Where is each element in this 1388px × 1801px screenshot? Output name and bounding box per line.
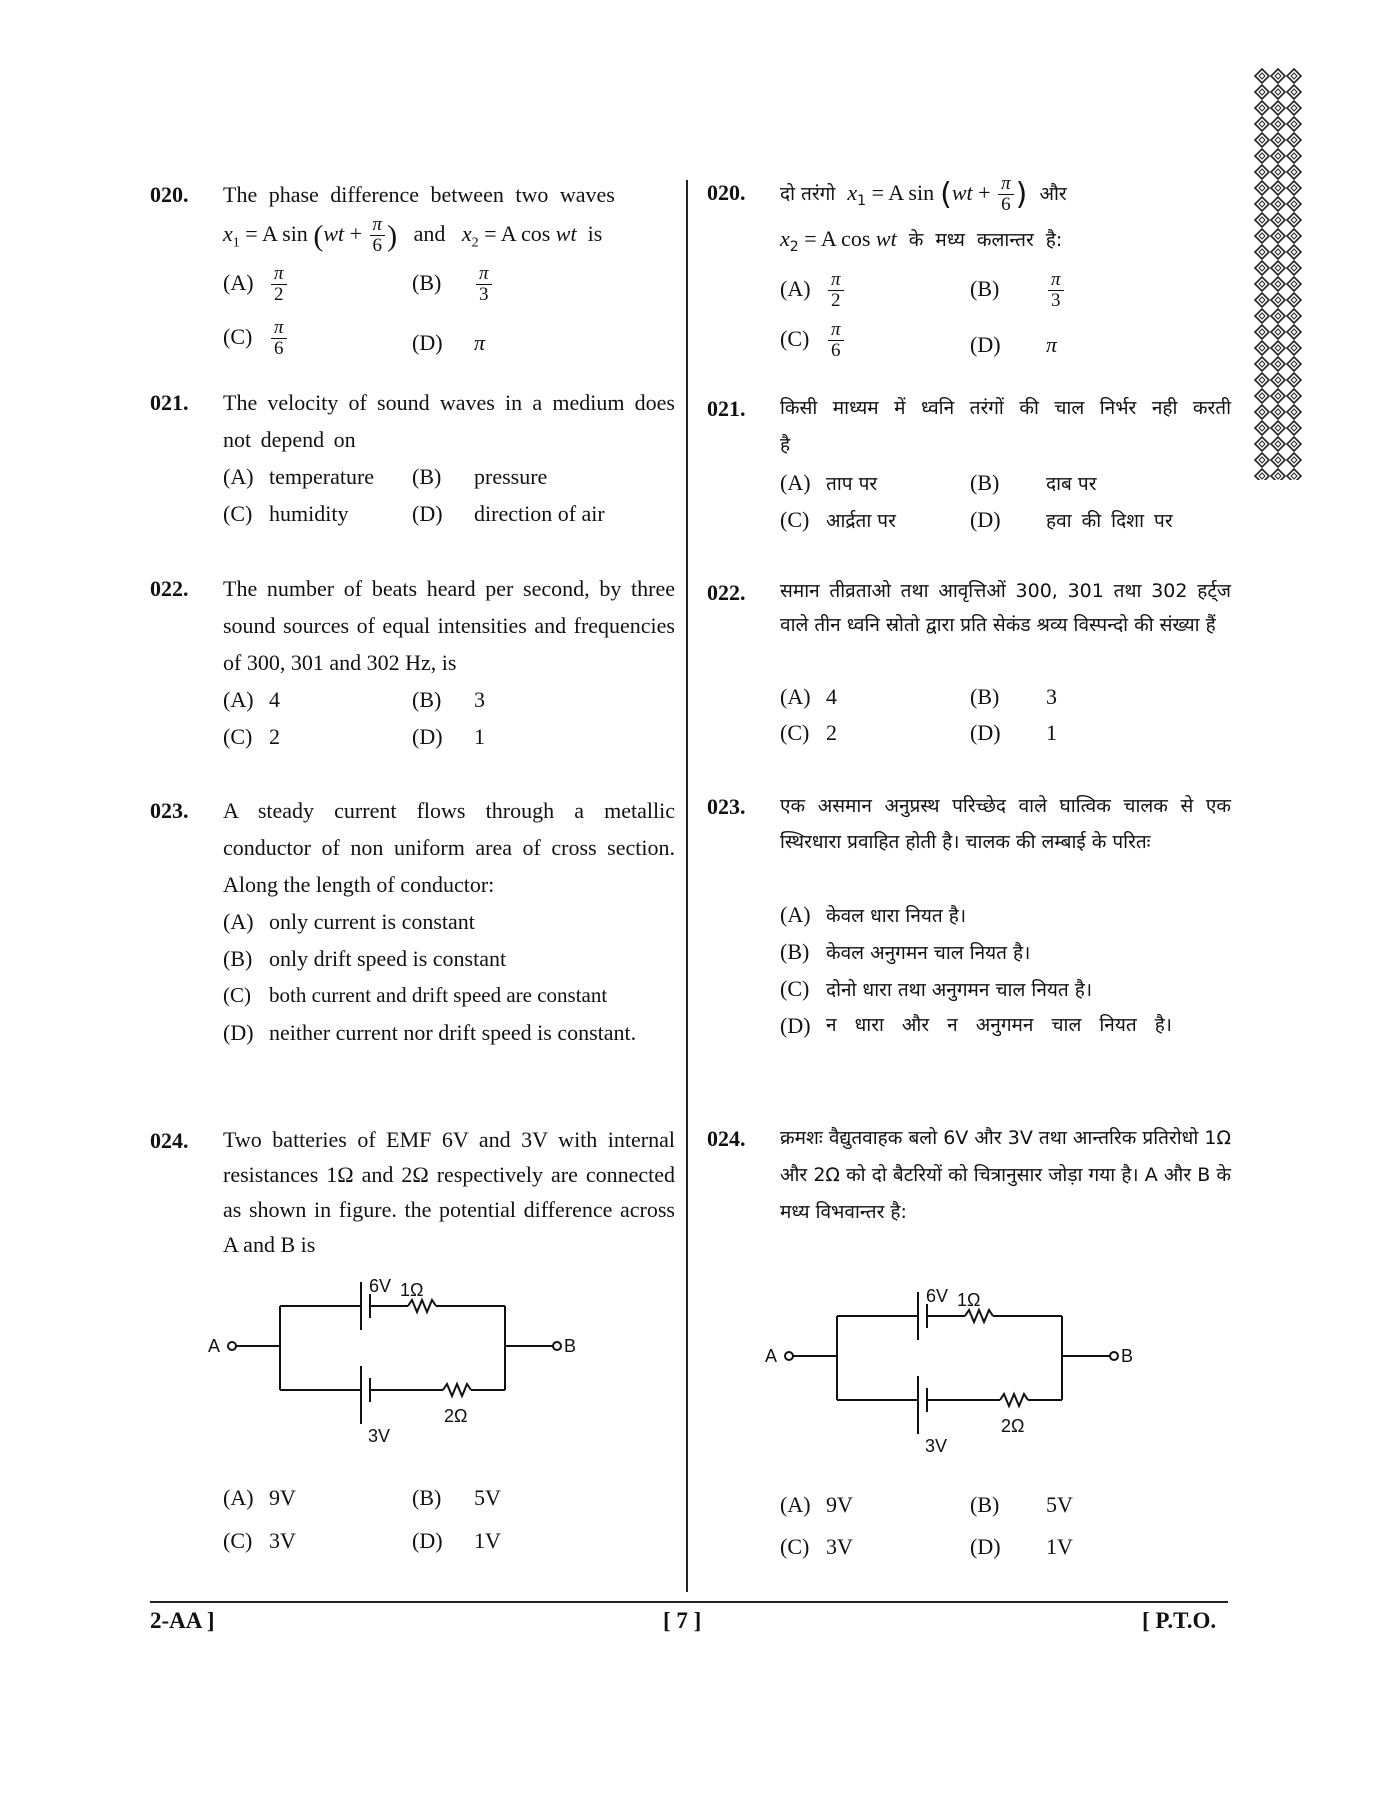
resistance-1-label: 1Ω xyxy=(957,1290,981,1310)
emf-3v-label: 3V xyxy=(368,1426,391,1446)
option-a[interactable]: (A) 9V xyxy=(223,1485,296,1510)
resistance-2-label: 2Ω xyxy=(1001,1416,1025,1436)
question-text: A steady current flows through a metallic conductor of non uniform area of cross section. Along the length of conductor: xyxy=(223,798,675,897)
question-formula: $x_1 = A$ sin (wt + $\frac{\pi}{6}$ ) and $x_2 = A$ cos wt is xyxy=(223,214,603,257)
option-b[interactable]: (B) 5V xyxy=(970,1492,1073,1517)
option-b[interactable]: (B) दाब पर xyxy=(970,470,1097,495)
please-turn-over: [ P.T.O. xyxy=(1142,1608,1217,1633)
option-c[interactable]: (C) humidity xyxy=(223,501,349,526)
option-c[interactable]: (C) 3V xyxy=(223,1528,296,1553)
option-a[interactable]: (A) ताप पर xyxy=(780,470,878,495)
emf-6v-label: 6V xyxy=(926,1286,949,1306)
option-a[interactable]: (A) $\frac{\pi}{2}$ xyxy=(223,264,289,305)
option-d[interactable]: (D) न धारा और न अनुगमन चाल नियत है। xyxy=(780,1013,1173,1038)
option-c[interactable]: (C) $\frac{\pi}{6}$ xyxy=(780,320,846,361)
option-a[interactable]: (A) $\frac{\pi}{2}$ xyxy=(780,270,846,311)
option-d[interactable]: (D) neither current nor drift speed is constant. xyxy=(223,1020,637,1045)
question-021-hi xyxy=(707,390,1231,532)
option-d[interactable]: (D) π xyxy=(412,330,486,355)
option-c[interactable]: (C) आर्द्रता पर xyxy=(780,507,896,532)
option-a[interactable]: (A) 4 xyxy=(780,684,837,709)
question-020-en xyxy=(150,176,675,360)
question-number: 020. xyxy=(707,180,746,205)
option-b[interactable]: (B) only drift speed is constant xyxy=(223,946,507,971)
emf-3v-label: 3V xyxy=(925,1436,948,1456)
terminal-b-label: B xyxy=(564,1336,577,1356)
terminal-a-label: A xyxy=(208,1336,221,1356)
question-text: The velocity of sound waves in a medium does not depend on xyxy=(223,390,675,452)
side-pattern-decoration xyxy=(1254,68,1302,480)
page-number: [ 7 ] xyxy=(663,1608,702,1633)
option-b[interactable]: (B) $\frac{\pi}{3}$ xyxy=(412,264,494,305)
option-c[interactable]: (C) $\frac{\pi}{6}$ xyxy=(223,318,289,359)
footer-code: 2-AA ] xyxy=(150,1608,215,1633)
option-d[interactable]: (D) 1V xyxy=(970,1534,1073,1559)
option-a[interactable]: (A) 9V xyxy=(780,1492,853,1517)
option-d[interactable]: (D) π xyxy=(970,332,1058,357)
option-b[interactable]: (B) 3 xyxy=(970,684,1057,709)
option-c[interactable]: (C) दोनो धारा तथा अनुगमन चाल नियत है। xyxy=(780,976,1093,1001)
question-number: 023. xyxy=(150,798,189,823)
option-d[interactable]: (D) 1 xyxy=(970,720,1057,745)
option-a[interactable]: (A) only current is constant xyxy=(223,909,475,934)
question-number: 021. xyxy=(707,396,746,421)
question-number: 021. xyxy=(150,390,189,415)
option-b[interactable]: (B) केवल अनुगमन चाल नियत है। xyxy=(780,939,1031,964)
option-d[interactable]: (D) direction of air xyxy=(412,501,605,526)
terminal-b-label: B xyxy=(1121,1346,1134,1366)
option-b[interactable]: (B) 5V xyxy=(412,1485,501,1510)
question-text: एक असमान अनुप्रस्थ परिच्छेद वाले घात्विक चालक से एक स्थिरधारा प्रवाहित होती है। चालक की लम्बाई के परितः xyxy=(780,795,1231,853)
question-number: 022. xyxy=(150,576,189,601)
question-number: 024. xyxy=(150,1128,189,1153)
question-text: The phase difference between two waves xyxy=(223,182,615,207)
question-number: 023. xyxy=(707,794,746,819)
question-022-hi xyxy=(707,574,1231,745)
option-c[interactable]: (C) 2 xyxy=(780,720,837,745)
question-021-en xyxy=(150,384,675,526)
option-d[interactable]: (D) 1V xyxy=(412,1528,501,1553)
question-022-en xyxy=(150,570,675,749)
footer-rule xyxy=(150,1601,1228,1603)
question-number: 024. xyxy=(707,1126,746,1151)
question-number: 020. xyxy=(150,182,189,207)
option-b[interactable]: (B) $\frac{\pi}{3}$ xyxy=(970,270,1066,311)
option-b[interactable]: (B) 3 xyxy=(412,687,485,712)
resistance-2-label: 2Ω xyxy=(444,1406,468,1426)
question-text: Two batteries of EMF 6V and 3V with internal resistances 1Ω and 2Ω respectively are connected as shown in figure. the potential difference across A and B is xyxy=(223,1127,675,1257)
question-number: 022. xyxy=(707,580,746,605)
option-c[interactable]: (C) both current and drift speed are constant xyxy=(223,983,608,1007)
question-023-hi xyxy=(707,788,1231,1038)
question-text: किसी माध्यम में ध्वनि तरंगों की चाल निर्भर नही करती है xyxy=(780,397,1231,456)
question-formula-line1: दो तरंगो $x_1 = A$ sin (wt + $\frac{\pi}{6}$ ) और xyxy=(780,173,1067,215)
option-b[interactable]: (B) pressure xyxy=(412,464,548,489)
option-d[interactable]: (D) हवा की दिशा पर xyxy=(970,507,1173,532)
option-a[interactable]: (A) 4 xyxy=(223,687,280,712)
circuit-diagram xyxy=(198,1270,578,1460)
emf-6v-label: 6V xyxy=(369,1276,392,1296)
terminal-a-label: A xyxy=(765,1346,778,1366)
question-020-hi xyxy=(707,173,1231,362)
question-text: क्रमशः वैद्युतवाहक बलो 6V और 3V तथा आन्तरिक प्रतिरोधो 1Ω और 2Ω को दो बैटरियों को चित्रानुसार जोड़ा गया है। A और B के मध्य विभवान्तर है: xyxy=(780,1127,1231,1223)
question-text: समान तीव्रताओ तथा आवृत्तिओं 300, 301 तथा 302 हर्ट्ज वाले तीन ध्वनि स्रोतो द्वारा प्रति सेकंड श्रव्य विस्पन्दो की संख्या हैं xyxy=(780,580,1231,636)
question-024-en xyxy=(150,1122,675,1553)
option-a[interactable]: (A) केवल धारा नियत है। xyxy=(780,902,967,927)
option-c[interactable]: (C) 3V xyxy=(780,1534,853,1559)
circuit-diagram xyxy=(755,1280,1135,1470)
question-023-en xyxy=(150,792,675,1045)
resistance-1-label: 1Ω xyxy=(400,1280,424,1300)
column-divider xyxy=(686,180,688,1592)
option-c[interactable]: (C) 2 xyxy=(223,724,280,749)
option-a[interactable]: (A) temperature xyxy=(223,464,375,489)
question-text: The number of beats heard per second, by three sound sources of equal intensities and frequencies of 300, 301 and 302 Hz, is xyxy=(223,576,675,675)
question-024-hi xyxy=(707,1120,1231,1559)
question-formula-line2: $x_2 = A$ cos wt के मध्य कलान्तर है: xyxy=(780,225,1063,255)
option-d[interactable]: (D) 1 xyxy=(412,724,485,749)
